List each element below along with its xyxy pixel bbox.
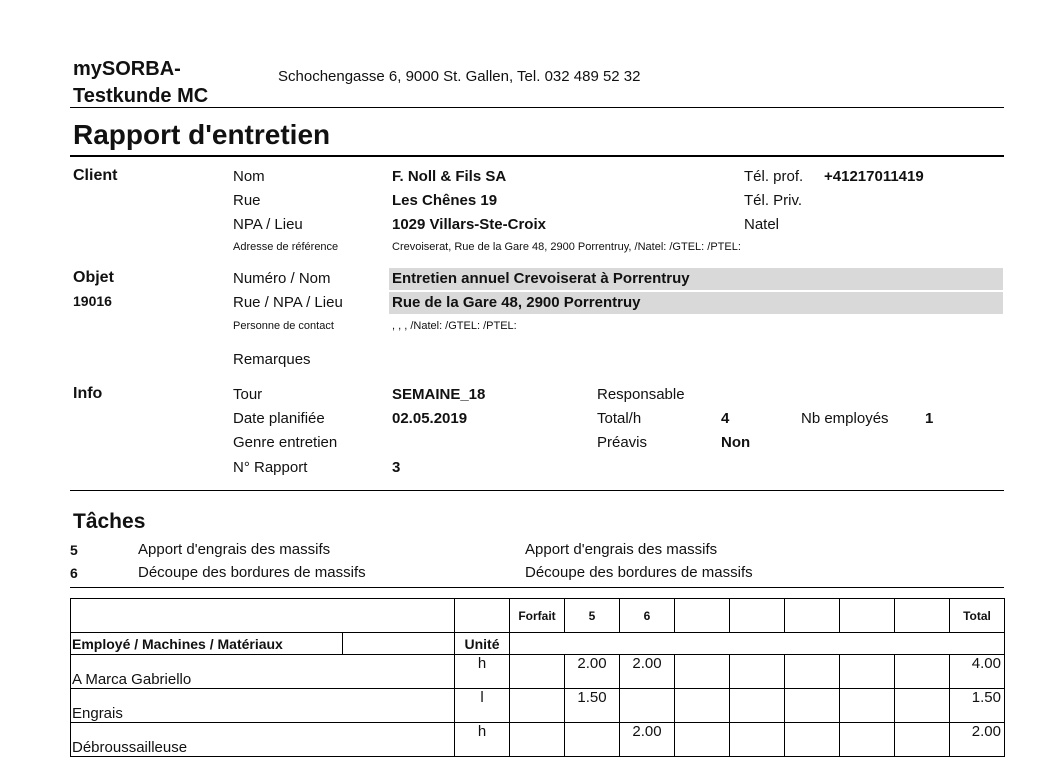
rapport-value: 3 <box>392 459 401 476</box>
row-empty-cell <box>785 723 840 757</box>
row-empty-cell <box>895 655 950 689</box>
row-empty-cell <box>675 689 730 723</box>
task-5-header: 5 <box>565 599 620 633</box>
subheader-empty-cell <box>343 633 455 655</box>
objet-number: 19016 <box>73 293 112 309</box>
row-task-6: 2.00 <box>620 655 675 689</box>
objet-num-nom-value: Entretien annuel Crevoiserat à Porrentruy <box>392 270 690 287</box>
tel-prof-value: +41217011419 <box>824 168 924 185</box>
row-unit: h <box>455 655 510 689</box>
row-task-5 <box>565 723 620 757</box>
tour-label: Tour <box>233 386 263 403</box>
header-empty-cell <box>455 599 510 633</box>
client-nom-label: Nom <box>233 168 265 185</box>
table-row <box>71 723 1005 757</box>
header-empty-cell <box>730 599 785 633</box>
info-section-title: Info <box>73 385 103 402</box>
row-empty-cell <box>895 723 950 757</box>
row-name: Engrais <box>71 689 455 723</box>
unit-header: Unité <box>455 633 510 655</box>
tel-prof-label: Tél. prof. <box>744 168 804 185</box>
table-header-row <box>71 599 1005 633</box>
tel-priv-label: Tél. Priv. <box>744 192 803 209</box>
row-empty-cell <box>840 655 895 689</box>
objet-rue-npa-value: Rue de la Gare 48, 2900 Porrentruy <box>392 294 641 311</box>
objet-section-title: Objet <box>73 269 114 286</box>
header-empty-cell <box>895 599 950 633</box>
header-divider <box>70 107 1004 108</box>
row-name: A Marca Gabriello <box>71 655 455 689</box>
row-total: 4.00 <box>950 655 1005 689</box>
row-empty-cell <box>730 723 785 757</box>
header-empty-cell <box>840 599 895 633</box>
task-name: Découpe des bordures de massifs <box>138 564 366 581</box>
row-empty-cell <box>675 723 730 757</box>
company-address: Schochengasse 6, 9000 St. Gallen, Tel. 032 489 52 32 <box>278 68 641 85</box>
total-h-label: Total/h <box>597 410 642 427</box>
row-forfait <box>510 723 565 757</box>
row-task-6 <box>620 689 675 723</box>
row-empty-cell <box>730 689 785 723</box>
table-row <box>71 689 1005 723</box>
row-name: Débroussailleuse <box>71 723 455 757</box>
header-empty-cell <box>71 599 455 633</box>
forfait-header: Forfait <box>510 599 565 633</box>
company-name-line1: mySORBA- <box>73 58 181 80</box>
row-task-5: 1.50 <box>565 689 620 723</box>
row-empty-cell <box>730 655 785 689</box>
client-ref-label: Adresse de référence <box>233 241 339 253</box>
row-empty-cell <box>785 655 840 689</box>
date-value: 02.05.2019 <box>392 410 468 427</box>
client-nom-value: F. Noll & Fils SA <box>392 168 507 185</box>
header-empty-cell <box>675 599 730 633</box>
page-title: Rapport d'entretien <box>73 119 331 150</box>
employes-value: 1 <box>925 410 934 427</box>
client-section-title: Client <box>73 167 118 184</box>
total-h-value: 4 <box>721 410 730 427</box>
client-ref-value: Crevoiserat, Rue de la Gare 48, 2900 Porrentruy, /Natel: /GTEL: /PTEL: <box>392 241 741 253</box>
info-divider <box>70 490 1004 491</box>
task-description: Découpe des bordures de massifs <box>525 564 753 581</box>
objet-contact-value: , , , /Natel: /GTEL: /PTEL: <box>392 320 517 332</box>
preavis-label: Préavis <box>597 434 648 451</box>
row-forfait <box>510 689 565 723</box>
remarques-label: Remarques <box>233 351 311 368</box>
header-empty-cell <box>785 599 840 633</box>
row-forfait <box>510 655 565 689</box>
task-name: Apport d'engrais des massifs <box>138 541 331 558</box>
row-unit: l <box>455 689 510 723</box>
tour-value: SEMAINE_18 <box>392 386 486 403</box>
client-npa-value: 1029 Villars-Ste-Croix <box>392 216 546 233</box>
task-number: 5 <box>70 542 78 558</box>
task-description: Apport d'engrais des massifs <box>525 541 718 558</box>
total-header: Total <box>950 599 1005 633</box>
natel-label: Natel <box>744 216 780 233</box>
table-row <box>71 655 1005 689</box>
title-divider <box>70 155 1004 157</box>
objet-rue-npa-label: Rue / NPA / Lieu <box>233 294 343 311</box>
table-subheader-row <box>71 633 1005 655</box>
rapport-label: N° Rapport <box>233 459 308 476</box>
row-unit: h <box>455 723 510 757</box>
objet-contact-label: Personne de contact <box>233 320 334 332</box>
responsable-label: Responsable <box>597 386 685 403</box>
time-table <box>70 598 1005 757</box>
client-rue-value: Les Chênes 19 <box>392 192 498 209</box>
row-task-5: 2.00 <box>565 655 620 689</box>
date-label: Date planifiée <box>233 410 325 427</box>
preavis-value: Non <box>721 434 751 451</box>
client-rue-label: Rue <box>233 192 261 209</box>
company-name-line2: Testkunde MC <box>73 85 209 107</box>
row-empty-cell <box>785 689 840 723</box>
client-npa-label: NPA / Lieu <box>233 216 303 233</box>
employes-label: Nb employés <box>801 410 889 427</box>
tasks-title: Tâches <box>73 510 146 533</box>
row-empty-cell <box>675 655 730 689</box>
task-number: 6 <box>70 565 78 581</box>
row-empty-cell <box>895 689 950 723</box>
row-total: 2.00 <box>950 723 1005 757</box>
employee-header: Employé / Machines / Matériaux <box>71 633 343 655</box>
task-6-header: 6 <box>620 599 675 633</box>
objet-num-nom-label: Numéro / Nom <box>233 270 331 287</box>
row-empty-cell <box>840 689 895 723</box>
subheader-empty-cell <box>510 633 1005 655</box>
row-total: 1.50 <box>950 689 1005 723</box>
tasks-divider <box>70 587 1004 588</box>
genre-label: Genre entretien <box>233 434 338 451</box>
row-task-6: 2.00 <box>620 723 675 757</box>
row-empty-cell <box>840 723 895 757</box>
company-name <box>73 56 208 110</box>
